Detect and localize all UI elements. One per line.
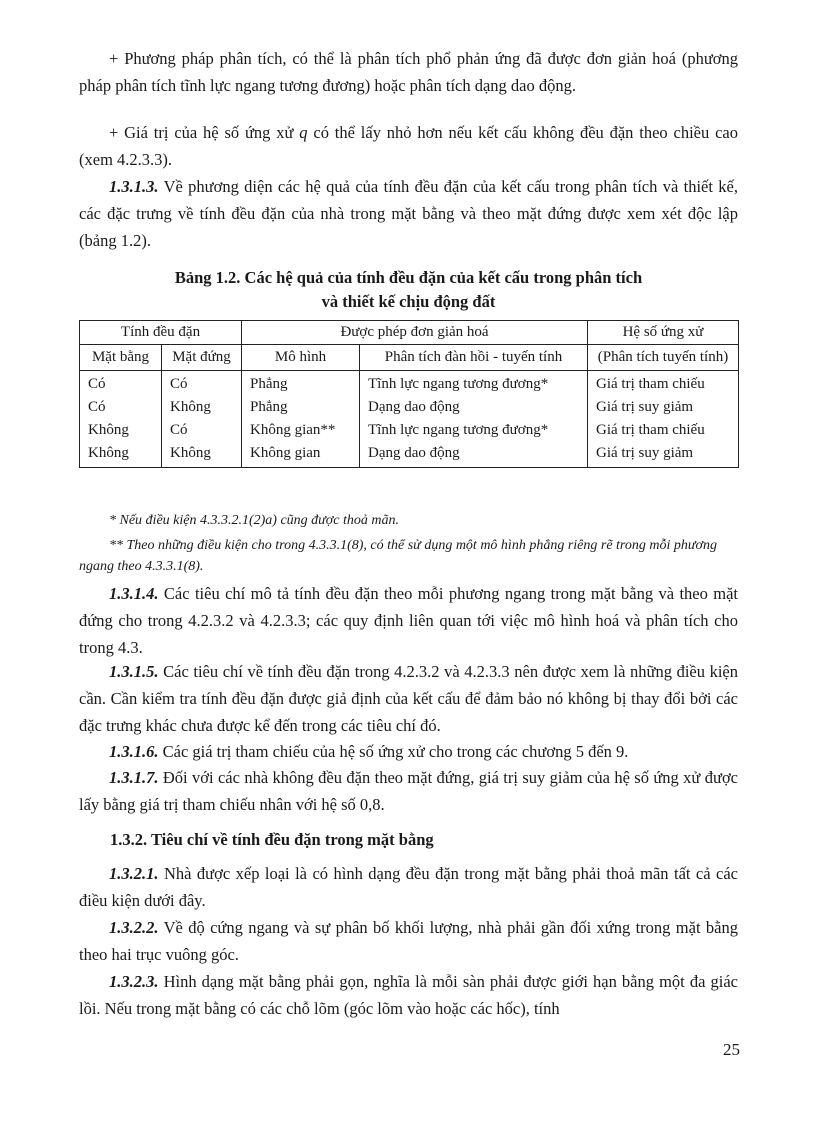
clause-label: 1.3.2.2.: [109, 918, 159, 937]
clause-label: 1.3.1.4.: [109, 584, 159, 603]
regularity-consequences-table: [79, 320, 739, 468]
table-footnote-1: * Nếu điều kiện 4.3.3.2.1(2)a) cũng được thoả mãn.: [109, 513, 399, 528]
header-regularity: Tính đều đặn: [80, 321, 242, 345]
paragraph-1-3-1-4: 1.3.1.4. Các tiêu chí mô tả tính đều đặn theo mỗi phương ngang trong mặt bằng và theo mặt đứng cho trong 4.2.3.2 và 4.2.3.3; các quy định liên quan tới việc mô hình hoá và phân tích cho trong 4.3.: [79, 584, 739, 657]
header-model: Mô hình: [242, 345, 360, 371]
clause-label: 1.3.1.6.: [109, 742, 159, 761]
paragraph-1-3-2-3: 1.3.2.3. Hình dạng mặt bằng phải gọn, nghĩa là mỗi sàn phải được giới hạn bằng một đa giác lồi. Nếu trong mặt bằng có các chỗ lõm (góc lõm vào hoặc các hốc), tính: [79, 972, 738, 1018]
clause-label: 1.3.1.5.: [109, 662, 159, 681]
header-elevation: Mặt đứng: [162, 345, 242, 371]
clause-label: 1.3.1.3.: [109, 177, 159, 196]
paragraph-analysis-method: + Phương pháp phân tích, có thể là phân tích phổ phản ứng đã được đơn giản hoá (phương pháp phân tích tĩnh lực ngang tương đương) hoặc phân tích dạng dao động.: [79, 49, 738, 95]
table-header-row-1: [80, 321, 739, 345]
paragraph-1-3-2-2: 1.3.2.2. Về độ cứng ngang và sự phân bố khối lượng, nhà phải gần đối xứng trong mặt bằng theo hai trục vuông góc.: [79, 918, 738, 964]
table-row: Có Không Phẳng Dạng dao động Giá trị suy giảm: [80, 396, 739, 419]
section-heading: 1.3.2. Tiêu chí về tính đều đặn trong mặt bằng: [110, 830, 434, 849]
symbol-q: q: [299, 123, 308, 142]
paragraph-behavior-factor: + Giá trị của hệ số ứng xử q có thể lấy nhỏ hơn nếu kết cấu không đều đặn theo chiều cao (xem 4.2.3.3).: [79, 123, 738, 169]
paragraph-1-3-1-5: 1.3.1.5. Các tiêu chí về tính đều đặn trong 4.2.3.2 và 4.2.3.3 nên được xem là những điều kiện cần. Cần kiểm tra tính đều đặn được giả định của kết cấu để đảm bảo nó không bị thay đổi bởi các đặc trưng khác chưa được kể đến trong các tiêu chí đó.: [79, 662, 739, 735]
paragraph-1-3-1-7: 1.3.1.7. Đối với các nhà không đều đặn theo mặt đứng, giá trị suy giảm của hệ số ứng xử được lấy bằng giá trị tham chiếu nhân với hệ số 0,8.: [79, 768, 738, 814]
paragraph-1-3-1-3: 1.3.1.3. Về phương diện các hệ quả của tính đều đặn của kết cấu trong phân tích và thiết kế, các đặc trưng về tính đều đặn của nhà trong mặt bằng và theo mặt đứng được xem xét độc lập (bảng 1.2).: [79, 177, 739, 250]
table-row: Có Có Phẳng Tĩnh lực ngang tương đương* Giá trị tham chiếu: [80, 371, 739, 397]
table-caption: Bảng 1.2. Các hệ quả của tính đều đặn của kết cấu trong phân tích và thiết kế chịu động đất: [174, 268, 643, 311]
page-number: 25: [723, 1040, 740, 1059]
header-linear-analysis-note: (Phân tích tuyến tính): [588, 345, 739, 371]
header-simplification: Được phép đơn giản hoá: [242, 321, 588, 345]
clause-label: 1.3.1.7.: [109, 768, 159, 787]
paragraph-1-3-2-1: 1.3.2.1. Nhà được xếp loại là có hình dạng đều đặn trong mặt bằng phải thoả mãn tất cả các điều kiện dưới đây.: [79, 864, 739, 910]
header-plan: Mặt bằng: [80, 345, 162, 371]
header-linear-analysis: Phân tích đàn hồi - tuyến tính: [360, 345, 588, 371]
table-row: Không Có Không gian** Tĩnh lực ngang tương đương* Giá trị tham chiếu: [80, 419, 739, 442]
clause-label: 1.3.2.3.: [109, 972, 159, 991]
table-footnote-2: ** Theo những điều kiện cho trong 4.3.3.1(8), có thể sử dụng một mô hình phẳng riêng rẽ trong mỗi phương ngang theo 4.3.3.1(8).: [79, 538, 717, 574]
header-behavior-factor: Hệ số ứng xử: [588, 321, 739, 345]
clause-label: 1.3.2.1.: [109, 864, 159, 883]
table-header-row-2: [80, 345, 739, 371]
paragraph-1-3-1-6: 1.3.1.6. Các giá trị tham chiếu của hệ số ứng xử cho trong các chương 5 đến 9.: [109, 742, 629, 761]
table-row: Không Không Không gian Dạng dao động Giá trị suy giảm: [80, 442, 739, 468]
